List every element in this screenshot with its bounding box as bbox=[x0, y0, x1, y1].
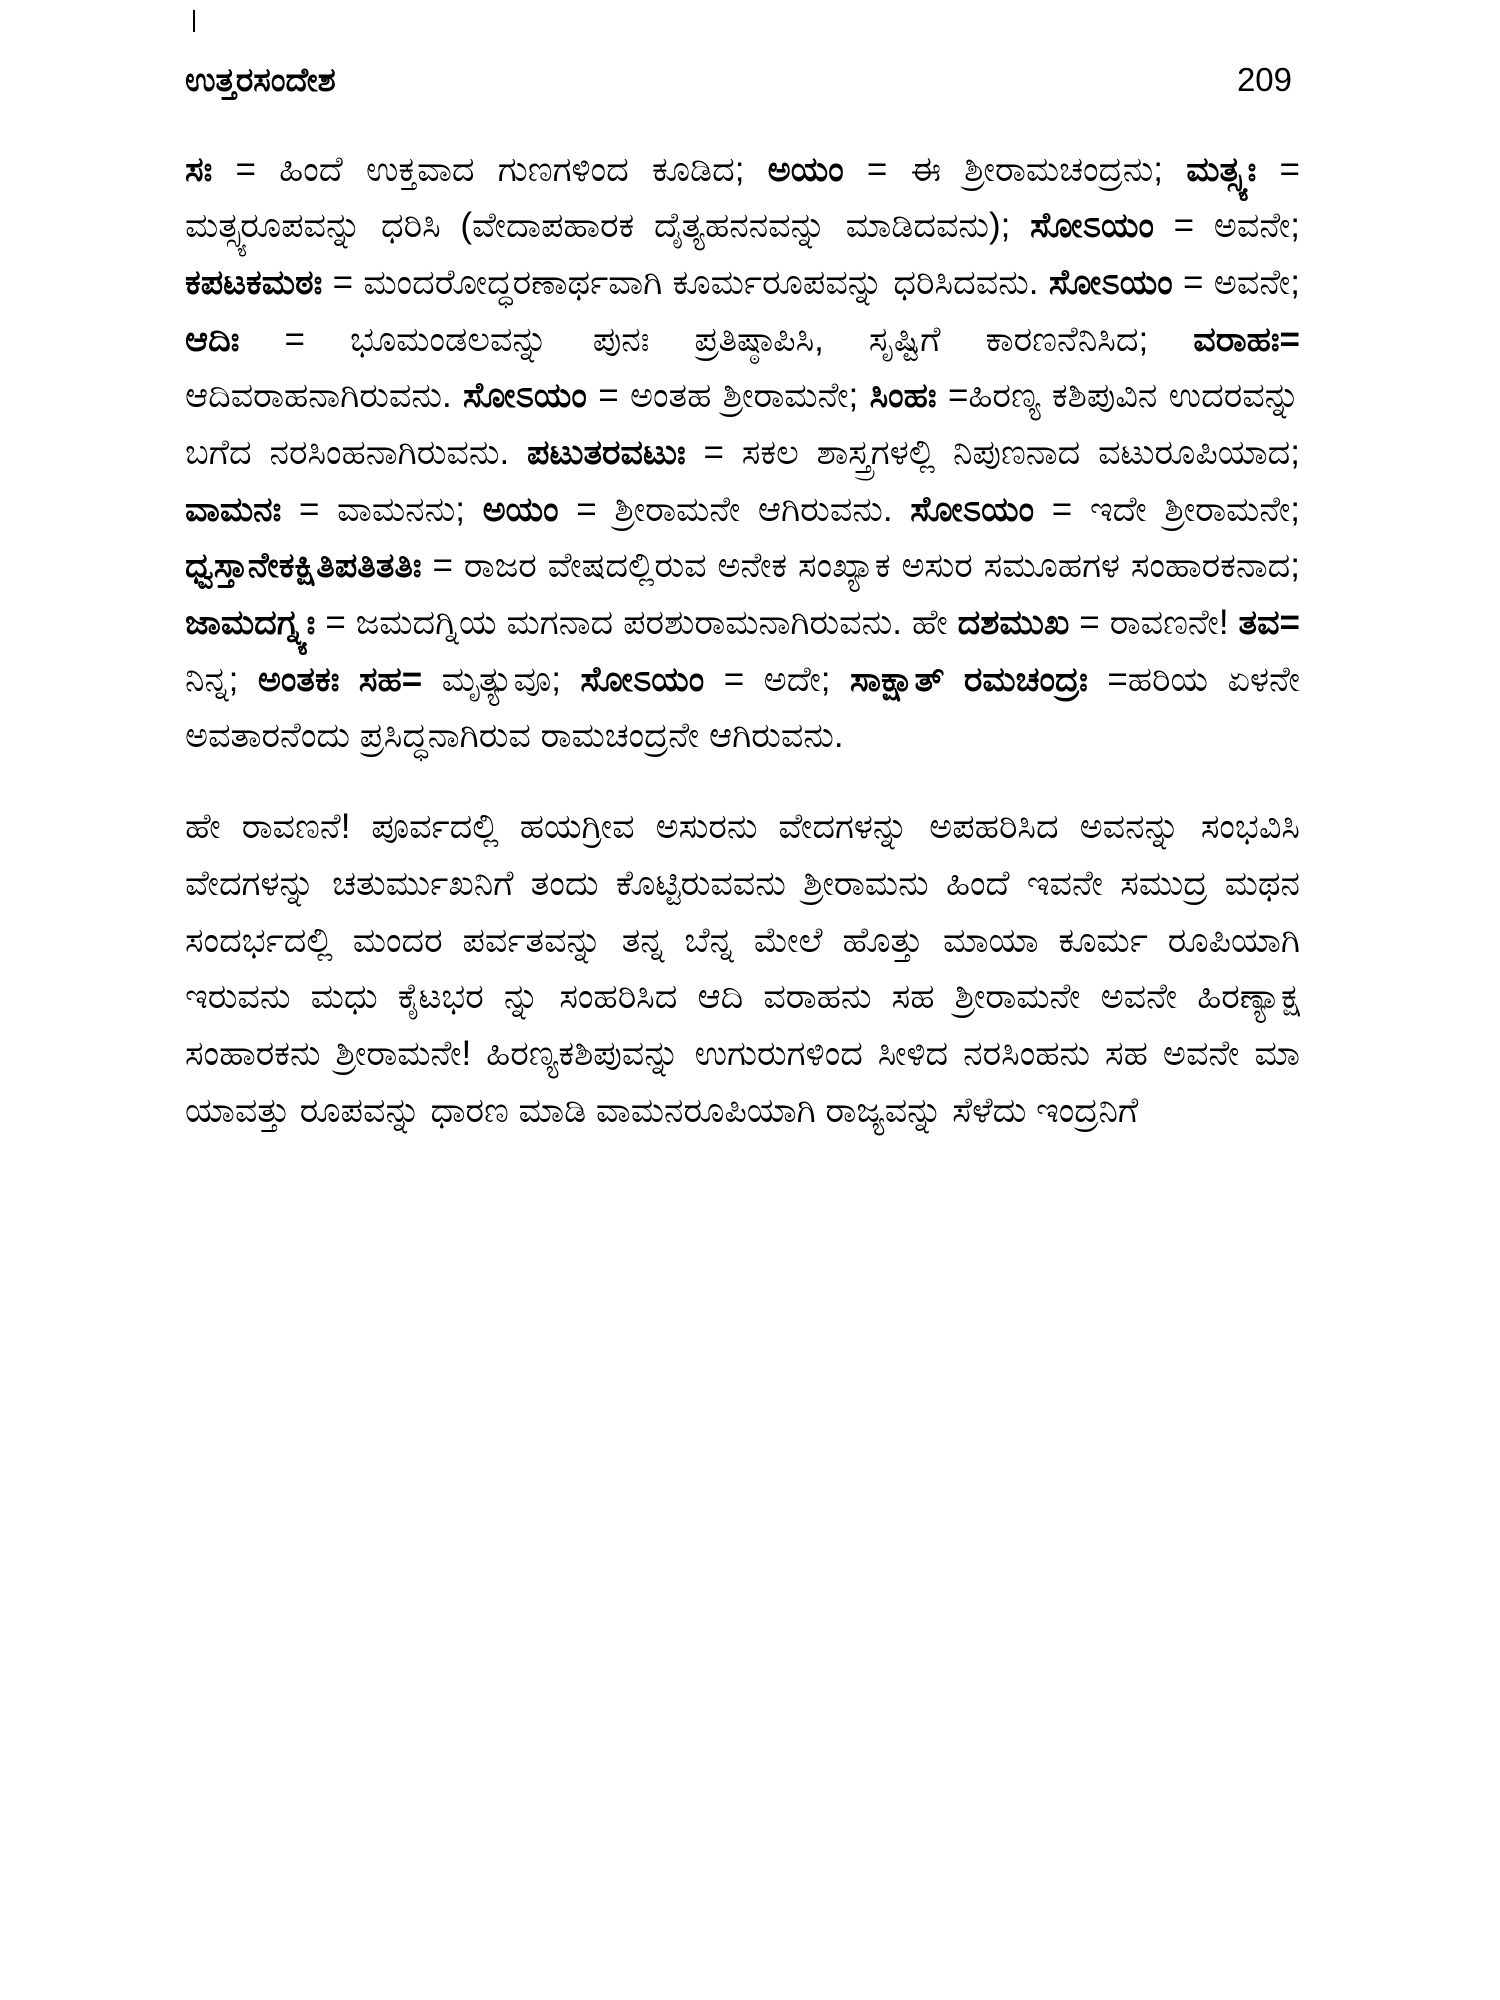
gloss-term: ಮತ್ಸ್ಯಃ bbox=[1186, 149, 1257, 189]
running-title: ಉತ್ತರಸಂದೇಶ bbox=[185, 61, 336, 98]
page-content bbox=[185, 60, 1300, 1139]
gloss-text: = ಅದೇ; bbox=[704, 659, 850, 699]
gloss-term: ಅಯಂ bbox=[482, 489, 559, 529]
gloss-text: = ಇದೇ ಶ್ರೀರಾಮನೇ; bbox=[1034, 489, 1300, 529]
gloss-term: ಸೋಽಯಂ bbox=[910, 489, 1035, 529]
gloss-term: ಸೋಽಯಂ bbox=[1030, 206, 1154, 246]
gloss-term: ಸಾಕ್ಷಾತ್ ರಮಚಂದ್ರಃ bbox=[850, 659, 1088, 699]
gloss-text: =ಹರಿಯ ಏಳನೇ ಅವತಾರನೆಂದು ಪ್ರಸಿದ್ಧನಾಗಿರುವ ರಾಮಚಂದ್ರನೇ ಆಗಿರುವನು. bbox=[185, 659, 1301, 756]
gloss-term: ಆದಿಃ bbox=[185, 319, 240, 359]
gloss-term: ಸಃ bbox=[185, 149, 213, 189]
gloss-term: ಧ್ವಸ್ತಾನೇಕಕ್ಷಿತಿಪತಿತತಿಃ bbox=[185, 546, 422, 586]
commentary-paragraph bbox=[185, 799, 1300, 1139]
gloss-text: = ಅವನೇ; bbox=[1153, 206, 1300, 246]
gloss-text: = ಭೂಮಂಡಲವನ್ನು ಪುನಃ ಪ್ರತಿಷ್ಠಾಪಿಸಿ, ಸೃಷ್ಟಿಗೆ ಕಾರಣನೆನಿಸಿದ; bbox=[239, 319, 1194, 359]
gloss-term: ಸೋಽಯಂ bbox=[463, 376, 587, 416]
gloss-text: = ಸಕಲ ಶಾಸ್ತ್ರಗಳಲ್ಲಿ ನಿಪುಣನಾದ ವಟುರೂಪಿಯಾದ; bbox=[685, 433, 1300, 473]
gloss-term: ಪಟುತರವಟುಃ bbox=[527, 433, 686, 473]
gloss-text: = ಅಂತಹ ಶ್ರೀರಾಮನೇ; bbox=[586, 376, 870, 416]
gloss-text: = ಅವನೇ; bbox=[1172, 262, 1300, 302]
gloss-text: =ಹಿರಣ್ಯ ಕಶಿಪುವಿನ ಉದರವನ್ನು ಬಗೆದ ನರಸಿಂಹನಾಗಿರುವನು. bbox=[185, 376, 1300, 473]
gloss-text: = ಮಂದರೋದ್ಧರಣಾರ್ಥವಾಗಿ ಕೂರ್ಮರೂಪವನ್ನು ಧರಿಸಿದವನು. bbox=[322, 262, 1049, 302]
gloss-term: ಜಾಮದಗ್ನ್ಯಃ bbox=[185, 603, 316, 643]
page-header bbox=[185, 60, 1300, 100]
gloss-term: ಸಿಂಹಃ bbox=[869, 376, 937, 416]
gloss-text: = ಶ್ರೀರಾಮನೇ ಆಗಿರುವನು. bbox=[558, 489, 911, 529]
gloss-text: = ಜಮದಗ್ನಿಯ ಮಗನಾದ ಪರಶುರಾಮನಾಗಿರುವನು. ಹೇ bbox=[315, 603, 958, 643]
gloss-term: ಕಪಟಕಮಠಃ bbox=[185, 262, 323, 302]
gloss-term: ವಾಮನಃ bbox=[185, 489, 282, 529]
gloss-text: ಹೇ ರಾವಣನೆ! ಪೂರ್ವದಲ್ಲಿ ಹಯಗ್ರೀವ ಅಸುರನು ವೇದಗಳನ್ನು ಅಪಹರಿಸಿದ ಅವನನ್ನು ಸಂಭವಿಸಿ ವೇದಗಳನ್ನು ಚತುರ್ಮುಖನಿಗೆ ತಂದು ಕೊಟ್ಟಿರುವವನು ಶ್ರೀರಾಮನು ಹಿಂದೆ ಇವನೇ ಸಮುದ್ರ ಮಥನ ಸಂದರ್ಭದಲ್ಲಿ ಮಂದರ ಪರ್ವತವನ್ನು ತನ್ನ ಬೆನ್ನ ಮೇಲೆ ಹೊತ್ತು ಮಾಯಾ ಕೂರ್ಮ ರೂಪಿಯಾಗಿ ಇರುವನು ಮಧು ಕೈಟಭರ ನ್ನು ಸಂಹರಿಸಿದ ಆದಿ ವರಾಹನು ಸಹ ಶ್ರೀರಾಮನೇ ಅವನೇ ಹಿರಣ್ಯಾಕ್ಷ ಸಂಹಾರಕನು ಶ್ರೀರಾಮನೇ! ಹಿರಣ್ಯಕಶಿಪುವನ್ನು ಉಗುರುಗಳಿಂದ ಸೀಳಿದ ನರಸಿಂಹನು ಸಹ ಅವನೇ ಮಾ ಯಾವತ್ತು ರೂಪವನ್ನು ಧಾರಣ ಮಾಡಿ ವಾಮನರೂಪಿಯಾಗಿ ರಾಜ್ಯವನ್ನು ಸೆಳೆದು ಇಂದ್ರನಿಗೆ bbox=[185, 807, 1300, 1130]
gloss-text: = ಈ ಶ್ರೀರಾಮಚಂದ್ರನು; bbox=[843, 149, 1187, 189]
gloss-text: ಮೃತ್ಯುವೂ; bbox=[422, 659, 581, 699]
page-number: 209 bbox=[1236, 61, 1292, 98]
body-text bbox=[185, 142, 1300, 1140]
gloss-text: = ರಾವಣನೇ! bbox=[1069, 603, 1239, 643]
gloss-text: ಆದಿವರಾಹನಾಗಿರುವನು. bbox=[185, 376, 464, 416]
gloss-term: ತವ= bbox=[1238, 603, 1300, 643]
gloss-term: ಅಂತಕಃ ಸಹ= bbox=[257, 659, 423, 699]
gloss-text: = ಹಿಂದೆ ಉಕ್ತವಾದ ಗುಣಗಳಿಂದ ಕೂಡಿದ; bbox=[212, 149, 768, 189]
gloss-text: = ರಾಜರ ವೇಷದಲ್ಲಿರುವ ಅನೇಕ ಸಂಖ್ಯಾಕ ಅಸುರ ಸಮೂಹಗಳ ಸಂಹಾರಕನಾದ; bbox=[421, 546, 1300, 586]
gloss-text: ನಿನ್ನ; bbox=[185, 659, 258, 699]
page-margin-tick bbox=[193, 10, 195, 32]
gloss-term: ವರಾಹಃ= bbox=[1193, 319, 1300, 359]
gloss-paragraph bbox=[185, 142, 1300, 766]
gloss-text: = ವಾಮನನು; bbox=[281, 489, 483, 529]
gloss-term: ಸೋಽಯಂ bbox=[1048, 262, 1173, 302]
gloss-term: ಅಯಂ bbox=[767, 149, 844, 189]
gloss-term: ದಶಮುಖ bbox=[957, 603, 1070, 643]
gloss-term: ಸೋಽಯಂ bbox=[580, 659, 705, 699]
gloss-text: = ಮತ್ಸ್ಯರೂಪವನ್ನು ಧರಿಸಿ (ವೇದಾಪಹಾರಕ ದೈತ್ಯಹನನವನ್ನು ಮಾಡಿದವನು); bbox=[185, 149, 1300, 246]
